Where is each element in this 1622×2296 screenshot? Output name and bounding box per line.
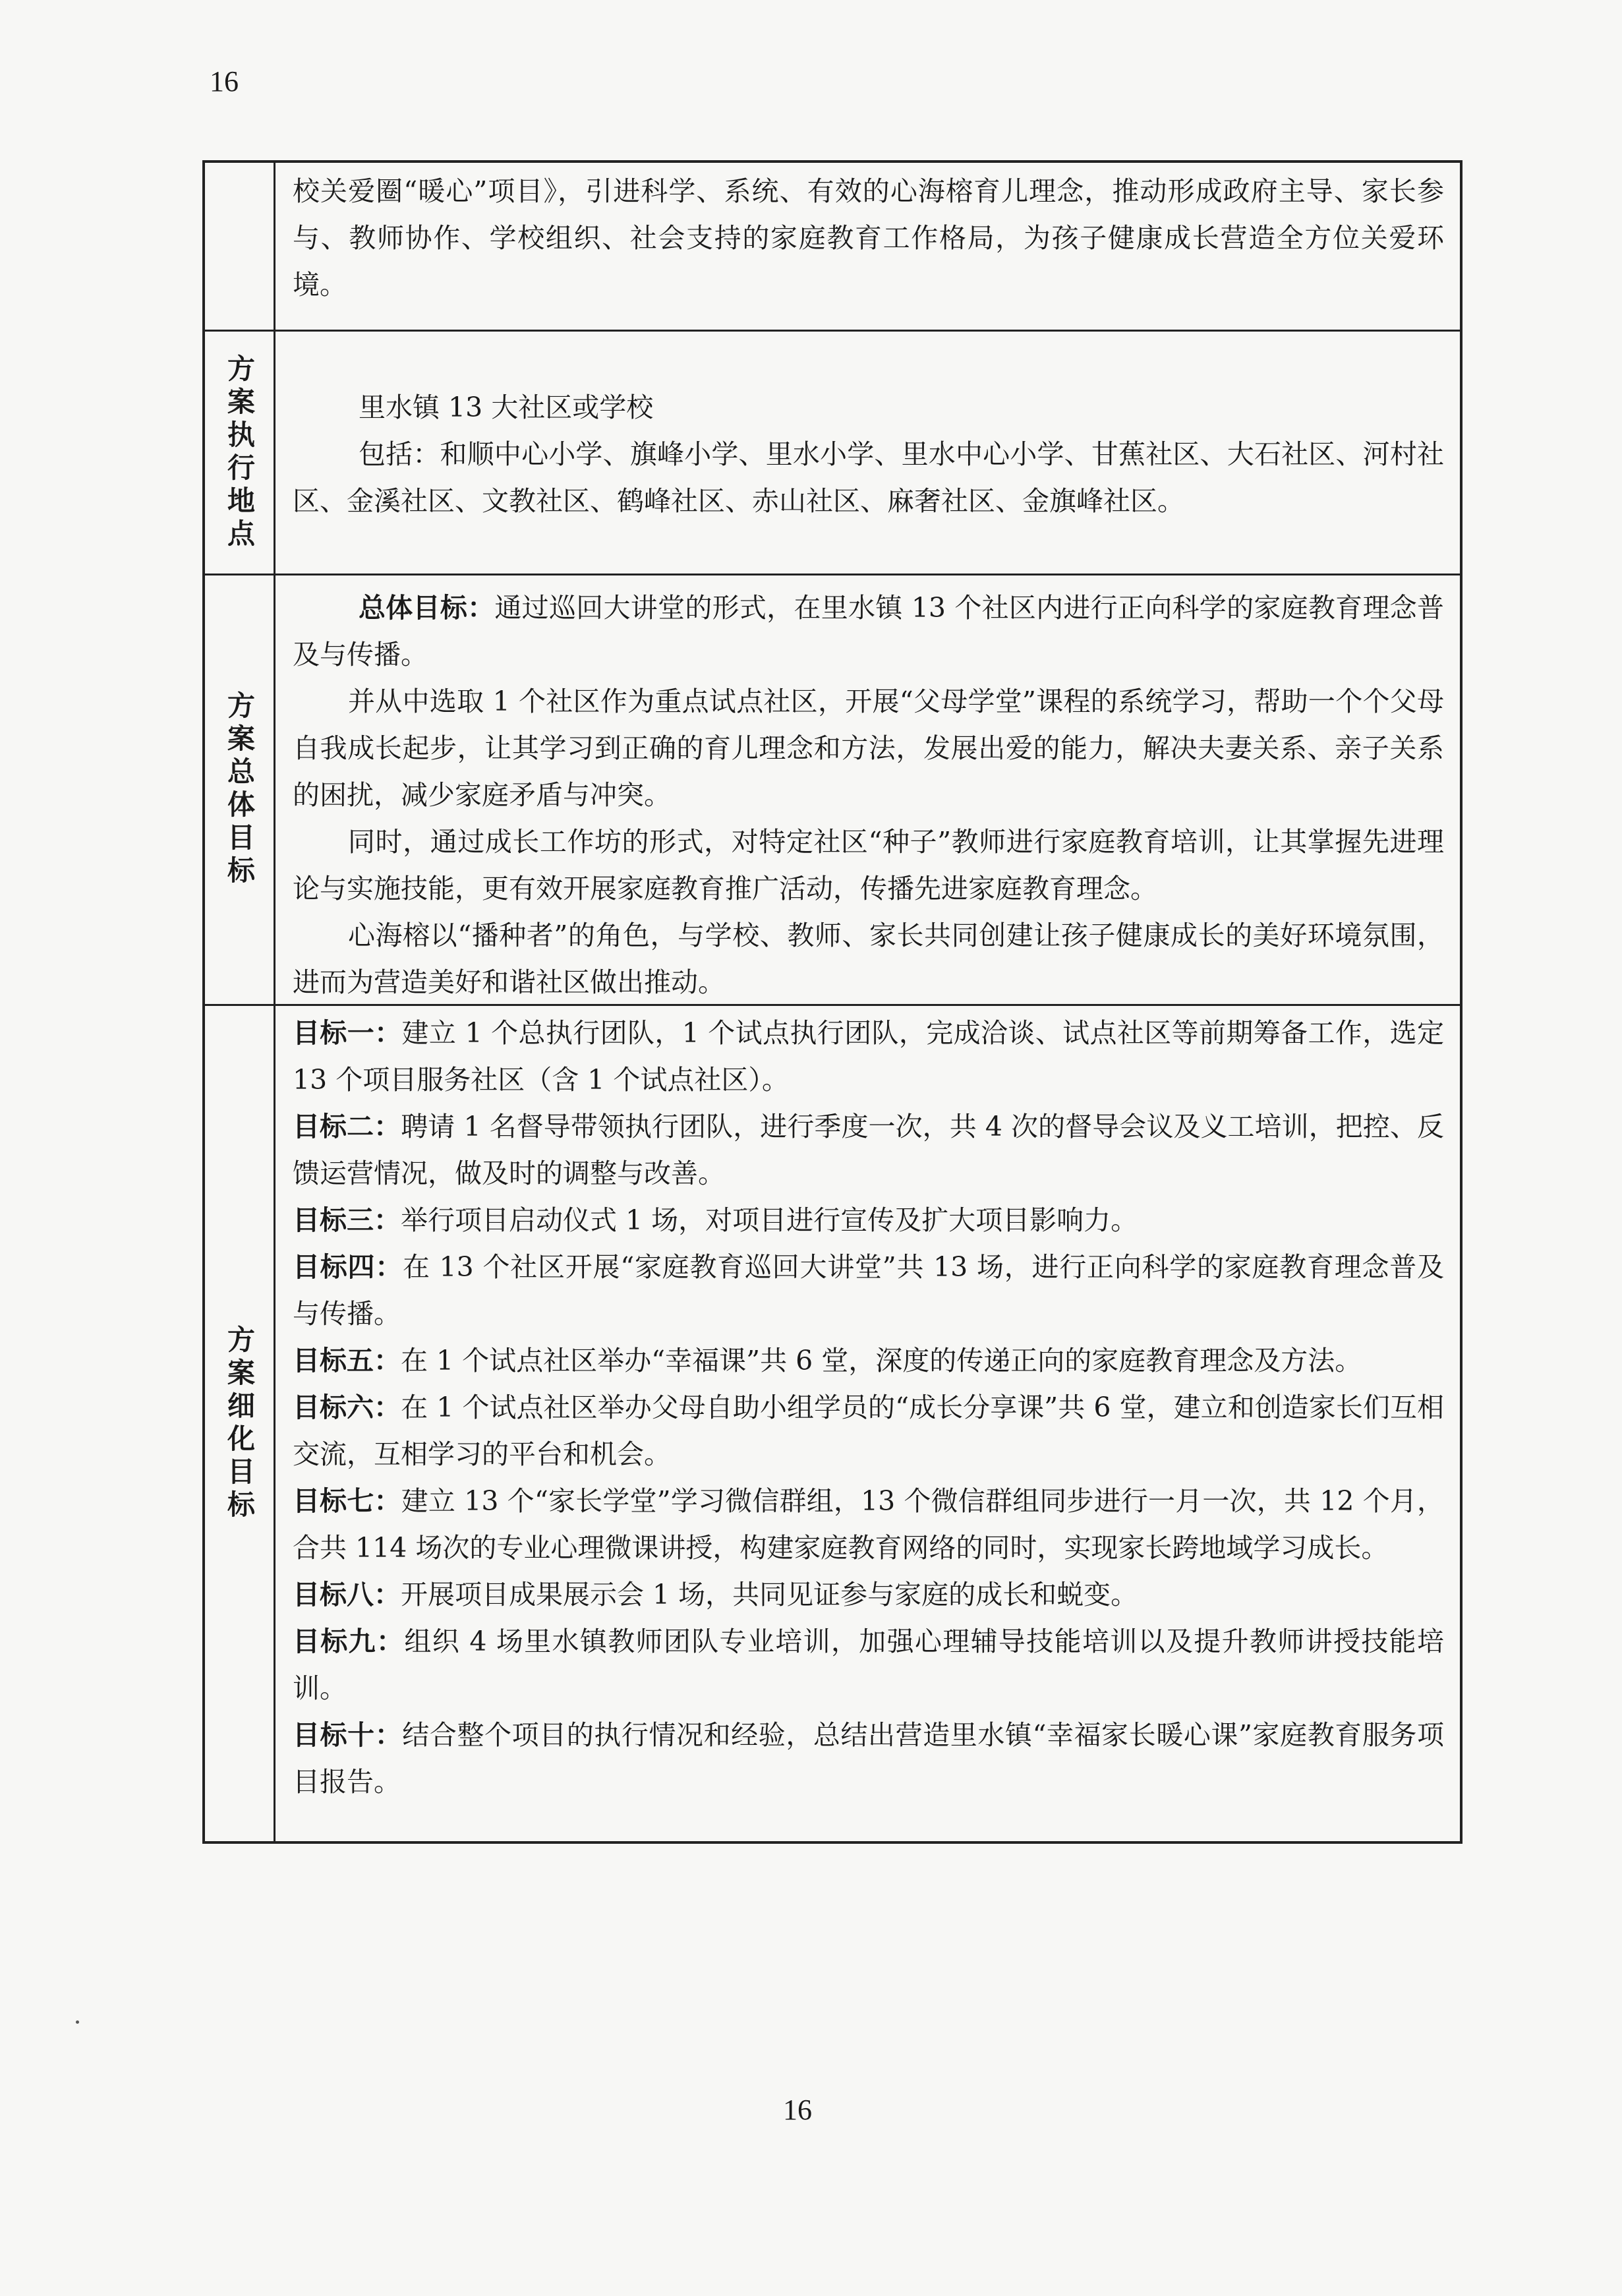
paragraph: 校关爱圈“暖心”项目》，引进科学、系统、有效的心海榕育儿理念，推动形成政府主导、家长参与、教师协作、学校组织、社会支持的家庭教育工作格局，为孩子健康成长营造全方位关爱环境。 — [293, 175, 1444, 301]
goal-text: 在 13 个社区开展“家庭教育巡回大讲堂”共 13 场，进行正向科学的家庭教育理念普及与传播。 — [293, 1251, 1445, 1330]
goal-item — [293, 1572, 1444, 1618]
goal-title: 目标一： — [293, 1017, 402, 1049]
goal-text: 举行项目启动仪式 1 场，对项目进行宣传及扩大项目影响力。 — [401, 1204, 1138, 1236]
goal-title: 目标六： — [293, 1392, 401, 1423]
goal-item — [293, 1104, 1444, 1197]
row-label-overall-goal: 方案总体目标 — [223, 691, 256, 889]
goal-title: 目标九： — [293, 1626, 405, 1657]
goal-item — [293, 1197, 1444, 1244]
goal-text: 在 1 个试点社区举办父母自助小组学员的“成长分享课”共 6 堂，建立和创造家长们互相交流，互相学习的平台和机会。 — [293, 1392, 1444, 1470]
goal-title: 目标十： — [293, 1719, 403, 1751]
goal-item — [293, 1338, 1444, 1384]
page-number-bottom: 16 — [783, 2094, 812, 2126]
plan-table — [202, 160, 1463, 1844]
goal-text: 建立 13 个“家长学堂”学习微信群组，13 个微信群组同步进行一月一次，共 12 个月，合共 114 场次的专业心理微课讲授，构建家庭教育网络的同时，实现家长跨地域学习成长。 — [293, 1485, 1445, 1564]
goal-item — [293, 1712, 1444, 1806]
goal-item — [293, 1010, 1444, 1104]
goal-title: 目标四： — [293, 1251, 403, 1283]
goal-title: 目标五： — [293, 1345, 401, 1376]
goal-item — [293, 1244, 1444, 1338]
row-label-location: 方案执行地点 — [223, 353, 256, 552]
paragraph: 同时，通过成长工作坊的形式，对特定社区“种子”教师进行家庭教育培训，让其掌握先进理论与实施技能，更有效开展家庭教育推广活动，传播先进家庭教育理念。 — [293, 826, 1444, 904]
table-row-location — [205, 332, 1460, 575]
row-label-detailed-goals: 方案细化目标 — [223, 1324, 256, 1523]
paragraph: 并从中选取 1 个社区作为重点试点社区，开展“父母学堂”课程的系统学习，帮助一个个父母自我成长起步，让其学习到正确的育儿理念和方法，发展出爱的能力，解决夫妻关系、亲子关系的困扰，减少家庭矛盾与冲突。 — [293, 686, 1444, 811]
page-number-top: 16 — [210, 65, 239, 98]
goal-text: 组织 4 场里水镇教师团队专业培训，加强心理辅导技能培训以及提升教师讲授技能培训。 — [293, 1626, 1444, 1704]
goal-item — [293, 1618, 1444, 1712]
goal-title: 目标七： — [293, 1485, 401, 1517]
goal-text: 聘请 1 名督导带领执行团队，进行季度一次，共 4 次的督导会议及义工培训，把控、反馈运营情况，做及时的调整与改善。 — [293, 1111, 1444, 1189]
row-content-cell — [275, 163, 1460, 330]
goal-text: 在 1 个试点社区举办“幸福课”共 6 堂，深度的传递正向的家庭教育理念及方法。 — [401, 1345, 1362, 1376]
goal-item — [293, 1478, 1444, 1572]
paragraph-text: 通过巡回大讲堂的形式，在里水镇 13 个社区内进行正向科学的家庭教育理念普及与传播。 — [293, 592, 1445, 670]
lead-bold: 总体目标： — [359, 592, 495, 624]
row-label-cell — [205, 332, 275, 574]
row-label-cell — [205, 575, 275, 1004]
row-content-cell — [275, 332, 1460, 574]
row-label-cell — [205, 163, 275, 330]
row-content-cell — [275, 1006, 1460, 1841]
goal-title: 目标二： — [293, 1111, 401, 1142]
paragraph: 包括：和顺中心小学、旗峰小学、里水小学、里水中心小学、甘蕉社区、大石社区、河村社区、金溪社区、文教社区、鹤峰社区、赤山社区、麻奢社区、金旗峰社区。 — [293, 438, 1444, 517]
row-label-cell — [205, 1006, 275, 1841]
table-row-overall-goal — [205, 575, 1460, 1006]
goal-title: 目标三： — [293, 1204, 401, 1236]
goal-text: 开展项目成果展示会 1 场，共同见证参与家庭的成长和蜕变。 — [401, 1579, 1138, 1610]
goal-text: 建立 1 个总执行团队，1 个试点执行团队，完成洽谈、试点社区等前期筹备工作，选定 13 个项目服务社区（含 1 个试点社区）。 — [293, 1017, 1445, 1096]
table-row-detailed-goals — [205, 1006, 1460, 1841]
paragraph — [293, 585, 1444, 678]
goal-title: 目标八： — [293, 1579, 401, 1610]
paragraph: 心海榕以“播种者”的角色，与学校、教师、家长共同创建让孩子健康成长的美好环境氛围，进而为营造美好和谐社区做出推动。 — [293, 920, 1444, 998]
goal-text: 结合整个项目的执行情况和经验，总结出营造里水镇“幸福家长暖心课”家庭教育服务项目报告。 — [293, 1719, 1444, 1798]
goal-item — [293, 1384, 1444, 1478]
row-content-cell — [275, 575, 1460, 1004]
paragraph: 里水镇 13 大社区或学校 — [359, 392, 654, 423]
table-row-intro-continued — [205, 163, 1460, 332]
scan-speck — [76, 2020, 79, 2024]
